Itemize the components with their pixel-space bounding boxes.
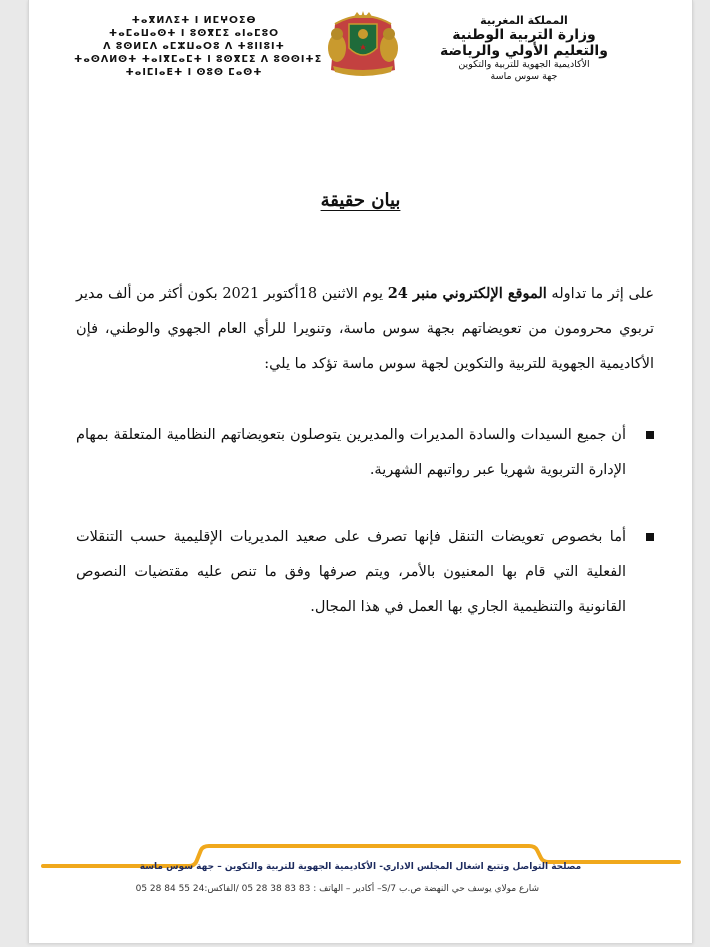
- bullet-list-item: [76, 418, 654, 488]
- ministry-label: وزارة التربية الوطنية: [452, 27, 596, 43]
- tifinagh-line: ⵜⴰⵙⴷⵍⵙⵜ ⵜⴰⵏⴳⵎⴰⵎⵜ ⵏ ⵓⵙⴳⵎⵉ ⴷ ⵓⵙⵙⵏⵜⵉ: [74, 54, 323, 65]
- square-bullet-icon: [646, 431, 654, 439]
- footer-address-line: شارع مولاي يوسف حي النهضة ص.ب 7/S– أكادير – الهاتف : 83 83 38 28 05 /الفاكس:24 55 84 28 05: [135, 884, 539, 894]
- ministry-label-2: والتعليم الأولي والرياضة: [440, 43, 608, 59]
- document-title: بيان حقيقة: [320, 190, 401, 211]
- bullet-list-item: [76, 520, 654, 625]
- tifinagh-line: ⵜⴰⵎⴰⵡⴰⵙⵜ ⵏ ⵓⵙⴳⵎⵉ ⴰⵏⴰⵎⵓⵔ: [108, 28, 280, 39]
- kingdom-label: المملكة المغربية: [480, 14, 568, 27]
- square-bullet-icon: [646, 533, 654, 541]
- header-arabic: [419, 14, 629, 83]
- intro-pre: على إثر ما تداوله: [546, 286, 654, 302]
- tifinagh-line: ⵜⴰⴳⵍⴷⵉⵜ ⵏ ⵍⵎⵖⵔⵉⴱ: [131, 15, 257, 26]
- footer-service-line: مصلحة التواصل وتتبع اشغال المجلس الاداري- الأكاديمية الجهوية للتربية والتكوين – جهة سوس ماسة: [139, 862, 582, 872]
- intro-bold: الموقع الإلكتروني منبر 24: [387, 285, 547, 302]
- tifinagh-line: ⵜⴰⵏⵎⵏⴰⴹⵜ ⵏ ⵙⵓⵙ ⵎⴰⵙⵜ: [125, 67, 263, 78]
- intro-paragraph: [76, 276, 654, 382]
- document-page: [28, 0, 693, 943]
- header-tifinagh: [74, 14, 323, 79]
- morocco-coat-of-arms-icon: [315, 10, 411, 80]
- tifinagh-line: ⴷ ⵓⵙⵍⵎⴷ ⴰⵎⵣⵡⴰⵔⵓ ⴷ ⵜⵓⵏⵏⵓⵏⵜ: [103, 41, 285, 52]
- academy-label: الأكاديمية الجهوية للتربية والتكوين: [458, 59, 590, 70]
- intro-post: يوم الاثنين 18أكتوبر 2021 بكون أكثر من ألف مدير تربوي محرومون من تعويضاتهم بجهة سوس ماسة، وتنويرا للرأي العام الجهوي والوطني، فإن الأكاديمية الجهوية للتربية والتكوين لجهة سوس ماسة تؤكد ما يلي:: [76, 286, 654, 372]
- bullet-text: أن جميع السيدات والسادة المديرات والمديرين يتوصلون بتعويضاتهم النظامية المتعلقة بمهام الإدارة التربوية شهريا عبر رواتبهم الشهرية.: [76, 427, 626, 478]
- bullet-text: أما بخصوص تعويضات التنقل فإنها تصرف على صعيد المديريات الإقليمية حسب التنقلات الفعلية التي قام بها المعنيون بالأمر، ويتم صرفها وفق ما تنص عليه مقتضيات النصوص القانونية والتنظيمية الجاري بها العمل في هذا المجال.: [76, 529, 626, 615]
- region-label: جهة سوس ماسة: [490, 71, 558, 82]
